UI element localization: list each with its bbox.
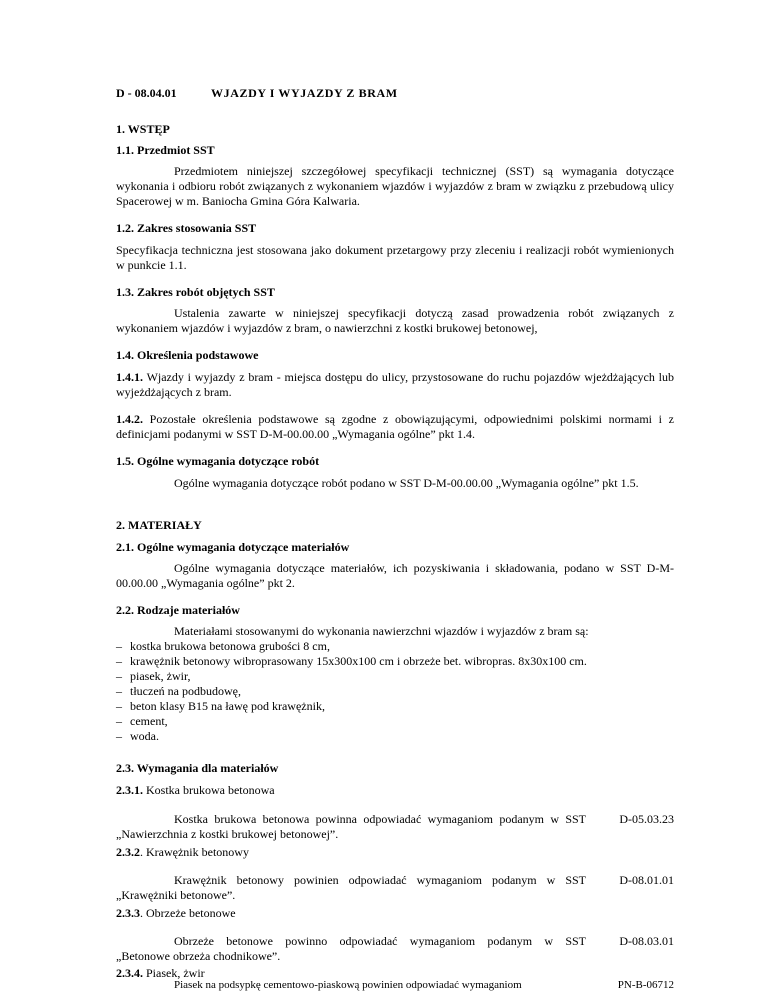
list-item: – woda. bbox=[116, 729, 159, 743]
spec-reference: D-08.03.01 bbox=[619, 934, 674, 948]
section-1-4-2-number: 1.4.2. bbox=[116, 412, 143, 426]
section-1-4-1-text: Wjazdy i wyjazdy z bram - miejsca dostępu do ulicy, przystosowane do ruchu pojazdów wjeżdżających lub wyjeżdżających z bram. bbox=[116, 370, 674, 399]
section-2-3-1-heading: 2.3.1. Kostka brukowa betonowa bbox=[116, 783, 275, 797]
section-2-3-3-heading: 2.3.3. Obrzeże betonowe bbox=[116, 906, 236, 920]
section-1-1-heading: 1.1. Przedmiot SST bbox=[116, 143, 215, 157]
list-item: – kostka brukowa betonowa grubości 8 cm, bbox=[116, 639, 330, 653]
section-2-2-intro: Materiałami stosowanymi do wykonania nawierzchni wjazdów i wyjazdów z bram są: bbox=[174, 624, 589, 638]
section-2-3-4-text: Piasek na podsypkę cementowo-piaskową powinien odpowiadać wymaganiom PN-B-06712 bbox=[174, 980, 674, 991]
spec-code: D - 08.04.01 bbox=[116, 86, 177, 100]
section-2-3-3-text: Obrzeże betonowe powinno odpowiadać wymaganiom podanym w SST „Betonowe obrzeża chodnikowe”. D-08.03.01 bbox=[116, 934, 674, 963]
list-item: – cement, bbox=[116, 714, 168, 728]
spec-reference: D-08.01.01 bbox=[619, 873, 674, 887]
section-1-4-1-number: 1.4.1. bbox=[116, 370, 143, 384]
list-item: – krawężnik betonowy wibroprasowany 15x300x100 cm i obrzeże bet. wibropras. 8x30x100 cm. bbox=[116, 654, 587, 668]
document-header bbox=[116, 86, 398, 101]
spec-reference: PN-B-06712 bbox=[617, 980, 674, 991]
section-2-1-text: Ogólne wymagania dotyczące materiałów, ich pozyskiwania i składowania, podano w SST D-M-00.00.00 „Wymagania ogólne” pkt 2. bbox=[116, 561, 674, 590]
dash-bullet: – bbox=[116, 654, 122, 668]
list-item: – piasek, żwir, bbox=[116, 669, 191, 683]
section-1-3-text: Ustalenia zawarte w niniejszej specyfikacji dotyczą zasad prowadzenia robót związanych z wykonaniem wjazdów i wyjazdów z bram, o nawierzchni z kostki brukowej betonowej, bbox=[116, 306, 674, 335]
section-1-3-heading: 1.3. Zakres robót objętych SST bbox=[116, 285, 275, 299]
section-1-5-heading: 1.5. Ogólne wymagania dotyczące robót bbox=[116, 454, 320, 468]
dash-bullet: – bbox=[116, 639, 122, 653]
section-1-1-text: Przedmiotem niniejszej szczegółowej specyfikacji technicznej (SST) są wymagania dotyczące wykonania i odbioru robót związanych z wykonaniem wjazdów i wyjazdów z bram w związku z przebudową ulicy Spacerowej w m. Baniocha Gmina Góra Kalwaria. bbox=[116, 164, 674, 208]
dash-bullet: – bbox=[116, 699, 122, 713]
section-1-2-heading: 1.2. Zakres stosowania SST bbox=[116, 221, 257, 235]
dash-bullet: – bbox=[116, 729, 122, 743]
section-1-4-2-text: Pozostałe określenia podstawowe są zgodne z obowiązującymi, odpowiednimi polskimi normami i z definicjami podanymi w SST D-M-00.00.00 „Wymagania ogólne” pkt 1.4. bbox=[116, 412, 674, 441]
section-2-3-1-text: Kostka brukowa betonowa powinna odpowiadać wymaganiom podanym w SST „Nawierzchnia z kostki brukowej betonowej”. D-05.03.23 bbox=[116, 812, 674, 841]
dash-bullet: – bbox=[116, 684, 122, 698]
section-1-5-text: Ogólne wymagania dotyczące robót podano w SST D-M-00.00.00 „Wymagania ogólne” pkt 1.5. bbox=[174, 476, 639, 490]
section-1-heading: 1. WSTĘP bbox=[116, 122, 170, 136]
section-2-3-4-heading: 2.3.4. Piasek, żwir bbox=[116, 966, 205, 980]
list-item: – beton klasy B15 na ławę pod krawężnik, bbox=[116, 699, 325, 713]
section-2-3-heading: 2.3. Wymagania dla materiałów bbox=[116, 761, 279, 775]
section-2-heading: 2. MATERIAŁY bbox=[116, 518, 202, 532]
dash-bullet: – bbox=[116, 714, 122, 728]
section-1-4-heading: 1.4. Określenia podstawowe bbox=[116, 348, 259, 362]
section-1-2-text: Specyfikacja techniczna jest stosowana jako dokument przetargowy przy zleceniu i realizacji robót wymienionych w punkcie 1.1. bbox=[116, 243, 674, 272]
section-1-4-1 bbox=[116, 370, 674, 400]
spec-title: WJAZDY I WYJAZDY Z BRAM bbox=[211, 86, 398, 100]
section-2-3-2-text: Krawężnik betonowy powinien odpowiadać wymaganiom podanym w SST „Krawężniki betonowe”. D-08.01.01 bbox=[116, 873, 674, 902]
section-2-2-heading: 2.2. Rodzaje materiałów bbox=[116, 603, 240, 617]
section-2-1-heading: 2.1. Ogólne wymagania dotyczące materiałów bbox=[116, 540, 350, 554]
section-2-3-2-heading: 2.3.2. Krawężnik betonowy bbox=[116, 845, 249, 859]
spec-reference: D-05.03.23 bbox=[619, 812, 674, 826]
dash-bullet: – bbox=[116, 669, 122, 683]
materials-list bbox=[116, 639, 674, 744]
list-item: – tłuczeń na podbudowę, bbox=[116, 684, 241, 698]
section-1-4-2 bbox=[116, 412, 674, 442]
